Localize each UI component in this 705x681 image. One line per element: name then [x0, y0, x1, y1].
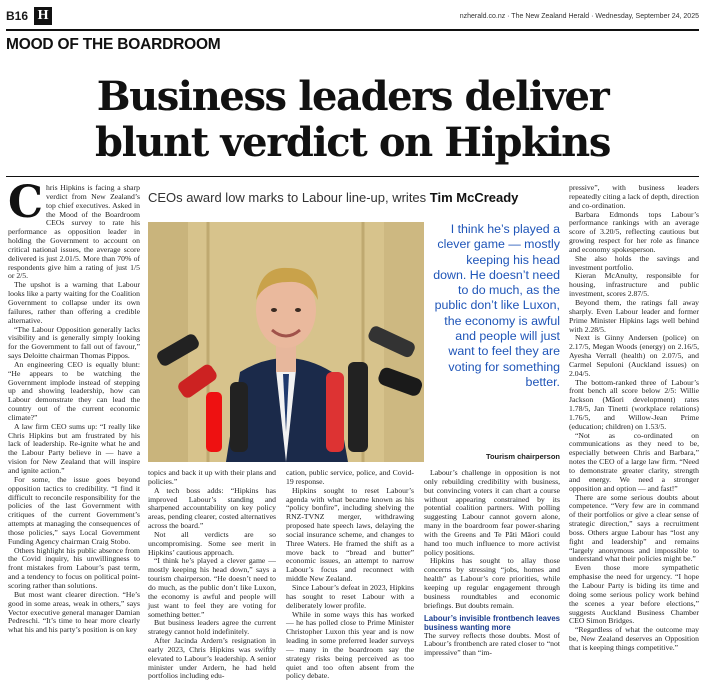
paragraph: “I think he’s played a clever game — mostly keeping his head down,” says a tourism chairperson. “He doesn’t need to do much, as the public don’t like Luxon, the economy is awful and people will just want to feel they are voting for something better.”	[148, 557, 276, 619]
standfirst-text: CEOs award low marks to Labour line-up, writes	[148, 190, 430, 205]
paragraph: Even those more sympathetic emphasise the need for urgency. “I hope the Labour Party is biding its time and doing some serious policy work behind the scenes a year before elections,” suggests Auckland Business Chamber CEO Simon Bridges.	[569, 564, 699, 626]
section-label: MOOD OF THE BOARDROOM	[6, 36, 266, 58]
paragraph: hris Hipkins is facing a sharp verdict from New Zealand’s top chief executives. Asked in the Mood of the Boardroom CEOs survey to rate his performance as opposition leader in holding the Government to account on critical national issues, the average score delivered is just 2.01/5. More than 70% of respondents give him a rating of just 1/5 or 2/5.	[8, 184, 140, 281]
paragraph: The survey reflects those doubts. Most of Labour’s frontbench are rated closer to “not impressive” than “im-	[424, 632, 560, 659]
article-column-2	[148, 469, 276, 661]
pull-quote-credit: Tourism chairperson	[430, 452, 560, 461]
paragraph: While in some ways this has worked — he has polled close to Prime Minister Christopher Luxon this year and is now leading in some preferred leader surveys — many in the boardroom say the strategy risks being perceived as too quiet and too often absent from the policy debate.	[286, 611, 414, 681]
paragraph: Next is Ginny Andersen (police) on 2.17/5, Megan Woods (energy) on 2.16/5, Ayesha Verrall (health) on 2.07/5, and Carmel Sepuloni (Auckland issues) on 2.04/5.	[569, 334, 699, 378]
paragraph: After Jacinda Ardern’s resignation in early 2023, Chris Hipkins was swiftly elevated to Labour’s leadership. A senior minister under Ardern, he had held portfolios including edu-	[148, 637, 276, 681]
paragraph: An engineering CEO is equally blunt: “He appears to be watching the Government implode instead of stepping up and showing leadership, how can Labour demonstrate they can lead the country out of the current economic climate?”	[8, 361, 140, 423]
paragraph: Kieran McAnulty, responsible for housing, infrastructure and public investment, scores 2.87/5.	[569, 272, 699, 299]
paragraph: But most want clearer direction. “He’s good in some areas, weak in others,” says Vector executive general manager Damian Pedreschi. “It’s time to hear more clearly what his and his party’s position is on key	[8, 591, 140, 635]
article-column-4	[424, 469, 560, 661]
herald-logo-icon: H	[34, 7, 52, 25]
paragraph: topics and back it up with their plans and policies.”	[148, 469, 276, 487]
headline-rule	[6, 176, 699, 177]
drop-cap: C	[8, 185, 43, 221]
paragraph: Others highlight his public absence from the Covid inquiry, his unwillingness to front mistakes from Labour’s past term, and a tendency to focus on political point-scoring rather than solutions.	[8, 547, 140, 591]
page-number: B16	[6, 9, 28, 23]
paragraph: The bottom-ranked three of Labour’s front bench all score below 2/5: Willie Jackson (Māori development) rates 1.78/5, Jan Tinetti (workplace relations) 1.76/5, and Willow-Jean Prime (education; children) on 1.53/5.	[569, 379, 699, 432]
paragraph: She also holds the savings and investment portfolio.	[569, 255, 699, 273]
headline-line-1: Business leaders deliver	[0, 74, 705, 120]
paragraph: pressive”, with business leaders repeatedly citing a lack of depth, direction and co-ordination.	[569, 184, 699, 211]
headline	[0, 74, 705, 166]
top-rule	[6, 29, 699, 31]
article-column-5	[569, 184, 699, 662]
masthead	[6, 5, 699, 27]
paragraph: Beyond them, the ratings fall away sharply. Even Labour leader and former Prime Minister Hipkins lags well behind with 2.28/5.	[569, 299, 699, 334]
article-column-1	[8, 184, 140, 662]
column-subhead: Labour’s invisible frontbench leaves business wanting more	[424, 614, 560, 632]
paragraph: But business leaders agree the current strategy cannot hold indefinitely.	[148, 619, 276, 637]
paragraph: For some, the issue goes beyond opposition tactics to credibility. “I find it difficult to reconcile responsibility for the policies of the last Government with critiques of the current Government’s attempts at managing the consequences of those policies,” says Local Government Funding Agency chairman Craig Stobo.	[8, 476, 140, 547]
paragraph: Barbara Edmonds tops Labour’s performance rankings with an average score of 3.20/5, reflecting cautious but growing respect for her role as finance and economy spokesperson.	[569, 211, 699, 255]
photo-chris-hipkins	[148, 222, 424, 462]
paragraph: “Not as co-ordinated on communications as they need to be, especially between Chris and Barbara,” notes the CEO of a large law firm. “Need to demonstrate greater clarity, strength and energy. We need a stronger opposition and option — and fast!”	[569, 432, 699, 494]
byline-author[interactable]: Tim McCready	[430, 190, 519, 205]
photo-icon	[148, 222, 424, 462]
paragraph: There are some serious doubts about competence. “Very few are in command of their portfolios or give a clear sense of strategic direction,” says a recruitment boss. Others argue Labour has “lost any fight and leadership” and remains “largely anonymous and impossible to understand what their policies might be.”	[569, 494, 699, 565]
article-column-3	[286, 469, 414, 661]
paragraph: A tech boss adds: “Hipkins has improved Labour’s standing and sharpened accountability on key policy areas, pending clearer, costed alternatives across the board.”	[148, 487, 276, 531]
header-meta: nzherald.co.nz · The New Zealand Herald · Wednesday, September 24, 2025	[460, 13, 699, 20]
standfirst	[148, 190, 560, 210]
paragraph: cation, public service, police, and Covid-19 response.	[286, 469, 414, 487]
headline-line-2: blunt verdict on Hipkins	[0, 120, 705, 166]
paragraph: “Regardless of what the outcome may be, New Zealand deserves an Opposition that is keeping things competitive.”	[569, 626, 699, 653]
paragraph: Not all verdicts are so uncompromising. Some see merit in Hipkins’ cautious approach.	[148, 531, 276, 558]
paragraph: A law firm CEO sums up: “I really like Chris Hipkins but am frustrated by his lack of leadership. Re-ignite what he and the Labour Party believe in — have a vision for New Zealand that will inspire and ignite action.”	[8, 423, 140, 476]
paragraph: Labour’s challenge in opposition is not only rebuilding credibility with business, but convincing voters it can chart a course without appearing constrained by its potential coalition partners. With polling suggesting Labour cannot govern alone, many in the boardroom fear power-sharing with the Greens and Te Pāti Māori could hand too much influence to more activist policy positions.	[424, 469, 560, 557]
paragraph: Hipkins sought to reset Labour’s agenda with what became known as his “policy bonfire”, including shelving the RNZ-TVNZ merger, withdrawing proposed hate speech laws, delaying the social insurance scheme, and changes to Three Waters. He framed the shift as a move back to “bread and butter” economic issues, an attempt to narrow Labour’s focus and reconnect with middle New Zealand.	[286, 487, 414, 584]
paragraph: The upshot is a warning that Labour looks like a party waiting for the Coalition Government to collapse under its own failures, rather than offering a credible alternative.	[8, 281, 140, 325]
paragraph: Hipkins has sought to allay those concerns by stressing “jobs, homes and health” as Labour’s core priorities, while keeping up regular engagement through business roundtables and economic briefings. But doubts remain.	[424, 557, 560, 610]
paragraph: Since Labour’s defeat in 2023, Hipkins has sought to reset Labour with a deliberately lower profile.	[286, 584, 414, 611]
pull-quote: I think he’s played a clever game — mostly keeping his head down. He doesn’t need to do much, as the public don’t like Luxon, the economy is awful and people will just want to feel they are voting for something better.	[430, 222, 560, 460]
paragraph: “The Labour Opposition generally lacks visibility and is generally simply looking for the Government to fall out of favour,” says Deloitte chairman Thomas Pippos.	[8, 326, 140, 361]
